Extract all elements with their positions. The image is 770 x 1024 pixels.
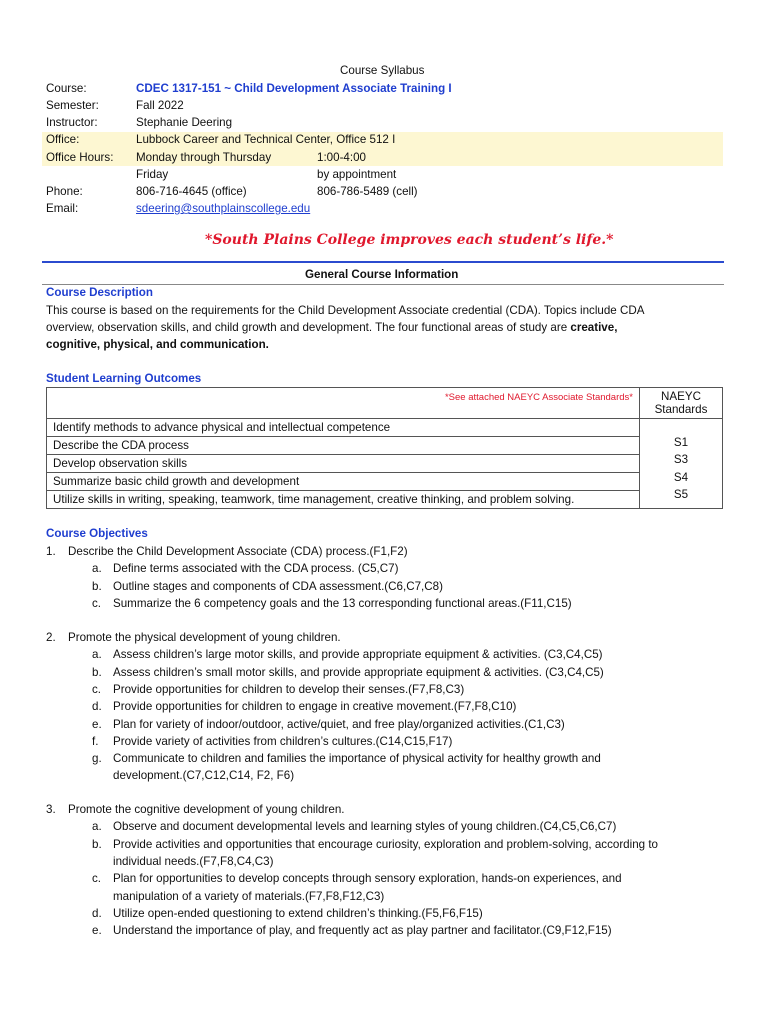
phone-office: 806-716-4645 (office) [136, 185, 247, 198]
office-hours-days-1: Monday through Thursday [136, 151, 272, 164]
standards-header-2: Standards [654, 403, 708, 416]
sub-objective-letter: a. [92, 648, 102, 662]
description-line-3: cognitive, physical, and communication. [46, 338, 269, 351]
standard-s3: S3 [673, 453, 689, 466]
standard-s1: S1 [673, 435, 689, 449]
sub-objective-text: Define terms associated with the CDA process. (C5,C7) [113, 562, 399, 576]
sub-objective-text: Assess children’s large motor skills, and provide appropriate equipment & activities. (C3,C4,C5) [113, 648, 603, 662]
description-line-2-text: overview, observation skills, and child growth and development. The four functional areas of study are [46, 321, 571, 334]
objective-number: 3. [46, 803, 56, 816]
description-line-2 [46, 321, 617, 334]
outcome-row: Summarize basic child growth and development [47, 473, 640, 491]
sub-objective-text: Communicate to children and families the importance of physical activity for healthy growth and [113, 752, 601, 766]
sub-objective-text: Provide opportunities for children to develop their senses.(F7,F8,C3) [113, 682, 465, 696]
description-line-2-bold: creative, [570, 321, 618, 334]
office-hours-days-2: Friday [136, 168, 169, 181]
sub-objective-text: Utilize open-ended questioning to extend children’s thinking.(F5,F6,F15) [113, 906, 483, 920]
semester-label: Semester: [46, 99, 99, 112]
sub-objective-letter: b. [92, 837, 102, 851]
sub-objective-letter: c. [92, 682, 102, 696]
objective-number: 2. [46, 631, 56, 644]
sub-objective-text: Observe and document developmental levels and learning styles of young children.(C4,C5,C6,C7) [113, 820, 617, 834]
sub-objective-text: Provide opportunities for children to engage in creative movement.(F7,F8,C10) [113, 700, 517, 714]
office-value: Lubbock Career and Technical Center, Office 512 I [136, 133, 396, 146]
email-link[interactable]: sdeering@southplainscollege.edu [136, 202, 311, 215]
phone-label: Phone: [46, 185, 83, 198]
office-hours-label: Office Hours: [46, 151, 114, 164]
sub-objective-text: Outline stages and components of CDA assessment.(C6,C7,C8) [113, 579, 443, 593]
email-label: Email: [46, 202, 79, 215]
sub-objective-text: Assess children’s small motor skills, and provide appropriate equipment & activities. (C3,C4,C5) [113, 665, 604, 679]
sub-objective-text: Summarize the 6 competency goals and the 13 corresponding functional areas.(F11,C15) [113, 596, 572, 610]
sub-objective-letter: c. [92, 596, 102, 610]
sub-objective-letter: a. [92, 562, 102, 576]
office-hours-time-2: by appointment [317, 168, 397, 181]
page-title: Course Syllabus [340, 64, 425, 77]
standards-header-cell [640, 388, 723, 419]
sub-objective-text: Plan for opportunities to develop concepts through sensory exploration, hands-on experiences, and [113, 872, 622, 886]
sub-objective-letter: e. [92, 924, 102, 938]
sub-objective-text: manipulation of a variety of materials.(F7,F8,F12,C3) [113, 889, 385, 903]
sub-objective-letter: e. [92, 717, 102, 731]
standard-s4: S4 [673, 470, 689, 484]
office-label: Office: [46, 133, 80, 146]
course-label: Course: [46, 82, 87, 95]
outcome-row: Identify methods to advance physical and intellectual competence [47, 419, 640, 437]
sub-objective-letter: f. [92, 734, 99, 748]
sub-objective-letter: a. [92, 820, 102, 834]
sub-objective-text: development.(C7,C12,C14, F2, F6) [113, 769, 295, 783]
outcomes-table [46, 387, 723, 509]
standard-s5: S5 [673, 488, 689, 501]
office-hours-time-1: 1:00-4:00 [317, 151, 366, 164]
sub-objective-text: individual needs.(F7,F8,C4,C3) [113, 854, 274, 868]
description-heading: Course Description [46, 286, 153, 299]
sub-objective-text: Provide activities and opportunities that encourage curiosity, exploration and problem-solving, according to [113, 837, 658, 851]
objective-text: Promote the physical development of young children. [68, 631, 341, 644]
heading-underline [42, 284, 724, 285]
sub-objective-letter: b. [92, 579, 102, 593]
objectives-heading: Course Objectives [46, 527, 148, 540]
outcome-row: Develop observation skills [47, 455, 640, 473]
sub-objective-letter: b. [92, 665, 102, 679]
standards-header-1: NAEYC [661, 390, 701, 403]
standards-cell [640, 419, 723, 509]
college-motto: *South Plains College improves each student’s life.* [205, 232, 614, 248]
section-divider [42, 261, 724, 263]
sub-objective-letter: d. [92, 906, 102, 920]
outcomes-note: *See attached NAEYC Associate Standards* [444, 392, 633, 403]
outcomes-heading: Student Learning Outcomes [46, 372, 202, 385]
general-heading: General Course Information [305, 268, 459, 281]
objective-text: Promote the cognitive development of young children. [68, 803, 345, 816]
objective-text: Describe the Child Development Associate (CDA) process.(F1,F2) [68, 545, 408, 558]
phone-cell: 806-786-5489 (cell) [317, 185, 418, 198]
outcome-row: Utilize skills in writing, speaking, teamwork, time management, creative thinking, and problem solving. [47, 491, 640, 509]
sub-objective-text: Plan for variety of indoor/outdoor, active/quiet, and free play/organized activities.(C1,C3) [113, 717, 565, 731]
description-line-1: This course is based on the requirements for the Child Development Associate credential (CDA). Topics include CDA [46, 304, 645, 317]
sub-objective-text: Understand the importance of play, and frequently act as play partner and facilitator.(C9,F12,F15) [113, 924, 612, 938]
instructor-label: Instructor: [46, 116, 98, 129]
sub-objective-letter: d. [92, 700, 102, 714]
outcomes-note-cell [47, 388, 640, 419]
sub-objective-text: Provide variety of activities from children’s cultures.(C14,C15,F17) [113, 734, 453, 748]
instructor-value: Stephanie Deering [136, 116, 233, 129]
sub-objective-letter: g. [92, 752, 102, 766]
course-value: CDEC 1317-151 ~ Child Development Associate Training I [136, 82, 452, 95]
outcome-row: Describe the CDA process [47, 437, 640, 455]
semester-value: Fall 2022 [136, 99, 184, 112]
sub-objective-letter: c. [92, 872, 102, 886]
objective-number: 1. [46, 545, 56, 558]
